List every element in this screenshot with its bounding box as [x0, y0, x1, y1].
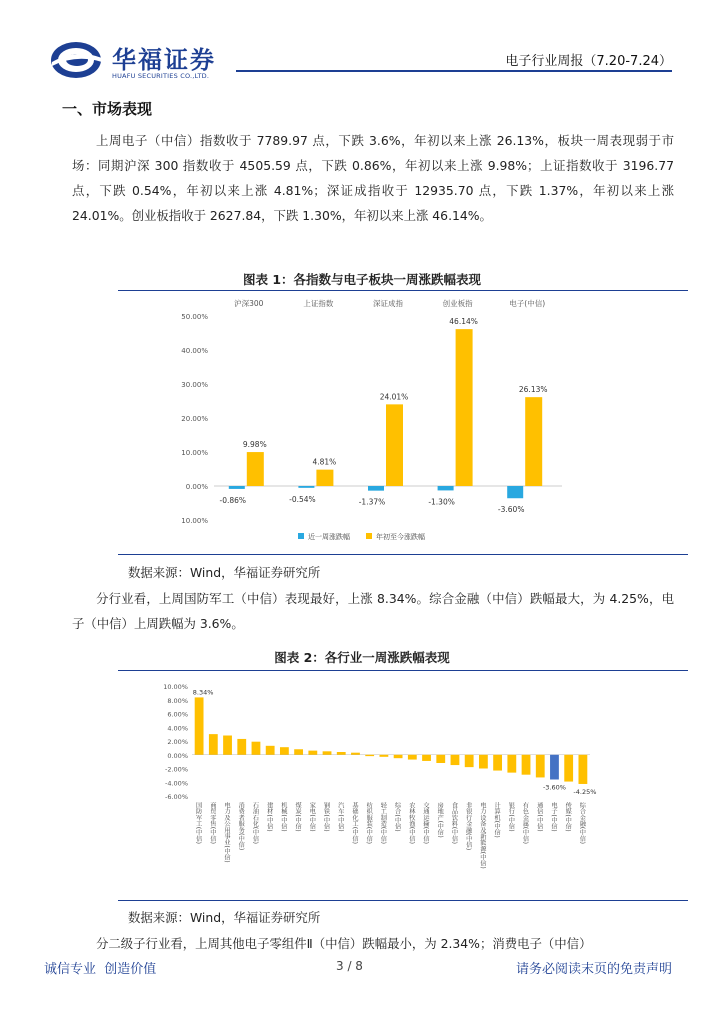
category-label: 电子(中信) [549, 802, 557, 832]
bar [379, 755, 388, 757]
footer-disclaimer: 请务必阅读末页的免责声明 [515, 962, 672, 977]
legend-label: 近一周涨跌幅 [308, 533, 350, 541]
bar [456, 329, 473, 486]
category-label: 电力设备及新能源(中信) [478, 802, 486, 869]
bar [229, 486, 245, 489]
y-tick-label: 8.00% [167, 696, 188, 705]
bar [438, 486, 454, 490]
data-label: -1.30% [428, 497, 455, 507]
bar [209, 734, 218, 755]
category-label: 计算机(中信) [493, 802, 501, 838]
market-paragraph: 上周电子（中信）指数收于 7789.97 点，下跌 3.6%，年初以来上涨 26.13%，板块一周表现弱于市场：同期沪深 300 指数收于 4505.59 点，下跌 0.86%，年初以来上涨 9.98%；上证指数收于 3196.77 点，下跌 0.54%，年初以来上涨 4.81%；深证成指收于 12935.70 点，下跌 1.37%，年初以来上涨 24.01%。创业板指收于 2627.84，下跌 1.30%，年初以来上涨 46.14%。 [72, 133, 674, 223]
data-label: 46.14% [449, 317, 478, 327]
category-label: 食品饮料(中信) [450, 802, 458, 845]
figure2-top-rule [118, 670, 688, 671]
data-label: 26.13% [518, 385, 548, 395]
category-label: 创业板指 [442, 299, 473, 308]
figure1-caption: 图表 1：各指数与电子板块一周涨跌幅表现 [242, 272, 482, 287]
category-label: 综合金融(中信) [578, 802, 586, 845]
bar [408, 755, 417, 760]
bar [536, 755, 545, 778]
bar [394, 755, 403, 758]
bar [451, 755, 460, 765]
figure2-caption: 图表 2：各行业一周涨跌幅表现 [274, 650, 450, 665]
y-tick-label: 30.00% [181, 381, 208, 389]
bar [337, 752, 346, 755]
category-label: 农林牧渔(中信) [407, 802, 415, 845]
data-label: 4.81% [312, 457, 337, 467]
y-tick-label: -6.00% [165, 793, 188, 801]
y-tick-label: -4.00% [165, 779, 188, 788]
category-label: 家电(中信) [308, 802, 316, 832]
bar [247, 452, 264, 486]
bar [550, 755, 559, 780]
bar [298, 486, 314, 488]
logo [50, 40, 230, 82]
legend-swatch [298, 533, 304, 539]
figure2-bottom-rule [118, 900, 688, 901]
category-label: 沪深300 [234, 299, 264, 308]
bar [252, 742, 261, 755]
bar [195, 697, 204, 754]
footer-slogan: 诚信专业 创造价值 [44, 962, 157, 977]
data-label: -4.25% [573, 787, 597, 796]
category-label: 商贸零售(中信) [208, 802, 216, 845]
category-label: 电力及公用事业(中信) [223, 802, 231, 863]
y-tick-label: 10.00% [163, 683, 188, 691]
y-tick-label: 10.00% [181, 517, 208, 525]
data-label: -3.60% [542, 783, 566, 792]
category-label: 传媒(中信) [564, 802, 572, 832]
bar [564, 755, 573, 782]
bar [316, 470, 333, 486]
bar [507, 755, 516, 773]
category-label: 非银行金融(中信) [464, 802, 472, 851]
bar [294, 749, 303, 755]
legend-label: 年初至今涨跌幅 [376, 533, 425, 541]
data-label: -0.86% [219, 495, 247, 505]
y-tick-label: -2.00% [165, 765, 188, 774]
data-label: -3.60% [497, 505, 525, 515]
bar [323, 751, 332, 754]
y-tick-label: 2.00% [167, 738, 188, 746]
category-label: 煤炭(中信) [294, 802, 302, 832]
bar [237, 739, 246, 755]
data-label: -0.54% [289, 494, 316, 504]
bar [479, 755, 488, 769]
y-tick-label: 0.00% [185, 483, 208, 491]
bar [365, 755, 374, 756]
bar [266, 746, 275, 755]
bar [525, 397, 542, 486]
category-label: 综合(中信) [393, 802, 401, 832]
bar [422, 755, 431, 761]
index-chart [170, 292, 570, 552]
category-label: 有色金属(中信) [521, 802, 529, 845]
bar [280, 747, 289, 755]
category-label: 建材(中信) [265, 802, 273, 832]
report-title: 电子行业周报（7.20-7.24） [505, 54, 672, 69]
industry-chart [158, 676, 598, 896]
figure2-source: 数据来源：Wind，华福证券研究所 [128, 910, 321, 925]
subindustry-paragraph: 分二级子行业看，上周其他电子零组件Ⅱ（中信）跌幅最小，为 2.34%；消费电子（中信） [96, 936, 592, 951]
category-label: 基础化工(中信) [350, 802, 358, 845]
data-label: 24.01% [379, 392, 409, 402]
data-label: 8.34% [192, 688, 214, 697]
category-label: 深证成指 [373, 299, 403, 308]
page-number: 3 / 8 [336, 959, 363, 973]
category-label: 通信(中信) [535, 802, 543, 832]
bar [436, 755, 445, 763]
figure1-source: 数据来源：Wind，华福证券研究所 [128, 565, 321, 580]
category-label: 电子(中信) [509, 299, 546, 308]
y-tick-label: 10.00% [181, 449, 208, 457]
logo-mark [50, 40, 104, 80]
category-label: 上证指数 [303, 299, 334, 308]
brand-english: HUAFU SECURITIES CO.,LTD. [112, 72, 210, 80]
industry-paragraph: 分行业看，上周国防军工（中信）表现最好，上涨 8.34%。综合金融（中信）跌幅最大，为 4.25%，电子（中信）上周跌幅为 3.6%。 [72, 591, 674, 631]
y-tick-label: 0.00% [167, 751, 188, 760]
category-label: 石油石化(中信) [251, 802, 259, 845]
category-label: 纺织服装(中信) [365, 802, 373, 845]
y-tick-label: 4.00% [167, 724, 188, 733]
category-label: 轻工制造(中信) [379, 802, 387, 845]
category-label: 国防军工(中信) [194, 802, 202, 845]
category-label: 钢铁(中信) [322, 802, 330, 832]
bar [578, 755, 587, 784]
header-rule [236, 70, 672, 72]
section-heading: 一、市场表现 [62, 100, 153, 118]
data-label: 9.98% [242, 440, 267, 450]
category-label: 消费者服务(中信) [237, 802, 245, 851]
category-label: 银行(中信) [507, 802, 515, 832]
category-label: 交通运输(中信) [422, 802, 430, 845]
figure1-top-rule [118, 290, 688, 291]
category-label: 机械(中信) [279, 802, 287, 832]
y-tick-label: 50.00% [181, 313, 208, 321]
y-tick-label: 40.00% [181, 347, 208, 355]
bar [493, 755, 502, 771]
bar [522, 755, 531, 775]
legend-swatch [366, 533, 372, 539]
figure1-bottom-rule [118, 554, 688, 555]
brand-name: 华福证券 [112, 46, 216, 74]
category-label: 房地产(中信) [436, 802, 444, 838]
bar [351, 753, 360, 755]
bar [223, 736, 232, 755]
bar [465, 755, 474, 767]
bar [368, 486, 384, 491]
y-tick-label: 20.00% [181, 415, 208, 423]
bar [308, 751, 317, 755]
y-tick-label: 6.00% [167, 710, 188, 719]
data-label: -1.37% [358, 497, 386, 507]
category-label: 汽车(中信) [336, 802, 344, 832]
bar [386, 404, 403, 486]
bar [507, 486, 523, 498]
